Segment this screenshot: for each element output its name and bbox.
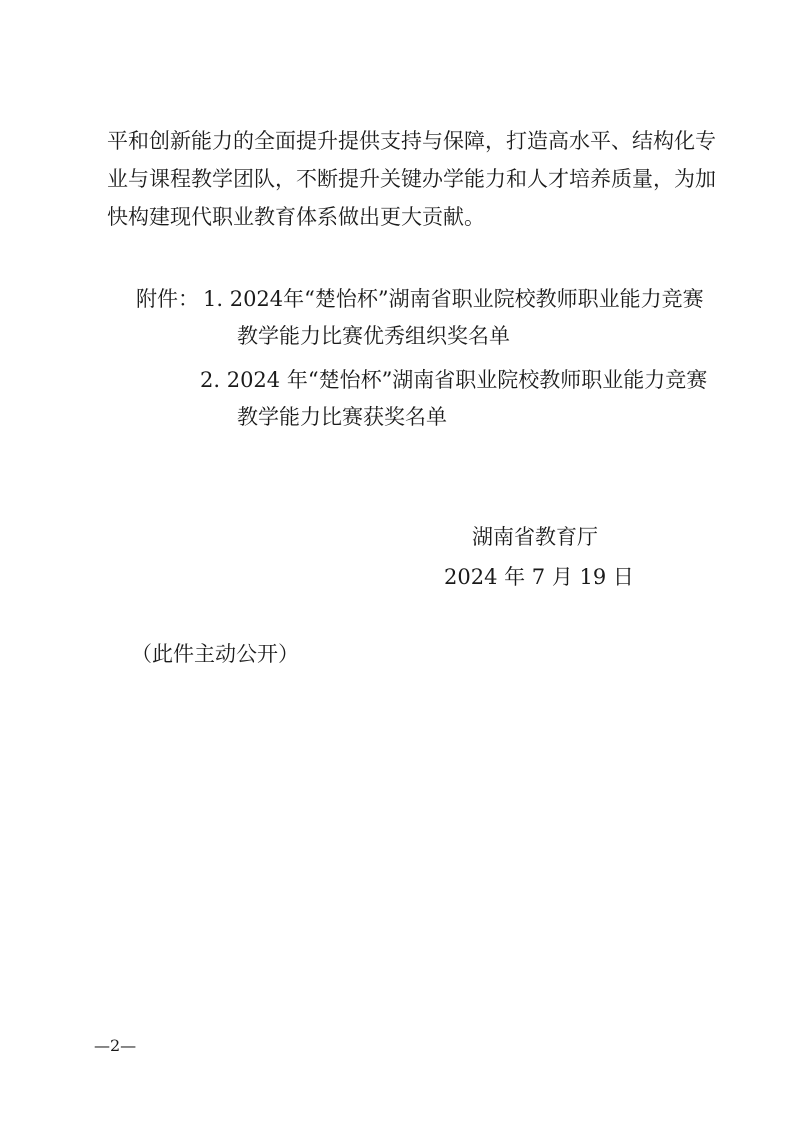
body-paragraph-line: 快构建现代职业教育体系做出更大贡献。 — [107, 205, 485, 229]
body-paragraph-line: 业与课程教学团队，不断提升关键办学能力和人才培养质量，为加 — [107, 167, 716, 191]
disclosure-note: （此件主动公开） — [131, 642, 299, 666]
page-number: —2— — [94, 1036, 137, 1055]
attachment-item-1-line-1: 1. 2024年“楚怡杯”湖南省职业院校教师职业能力竞赛 — [203, 287, 704, 311]
attachment-item-1-line-2: 教学能力比赛优秀组织奖名单 — [237, 324, 510, 348]
body-paragraph-line: 平和创新能力的全面提升提供支持与保障，打造高水平、结构化专 — [107, 129, 716, 153]
attachments-label: 附件： — [136, 287, 199, 311]
issuing-organization: 湖南省教育厅 — [472, 525, 598, 549]
attachment-item-2-line-2: 教学能力比赛获奖名单 — [237, 405, 447, 429]
issue-date: 2024 年 7 月 19 日 — [444, 565, 634, 589]
attachment-item-2-line-1: 2. 2024 年“楚怡杯”湖南省职业院校教师职业能力竞赛 — [200, 368, 708, 392]
